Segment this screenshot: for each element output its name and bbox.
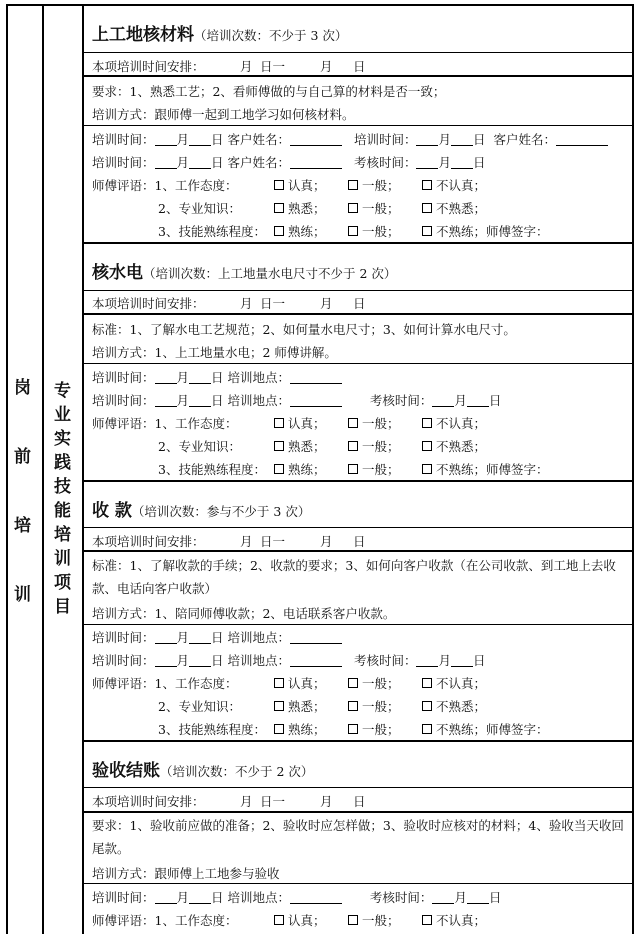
checkbox[interactable] [274,226,284,236]
checkbox[interactable] [348,180,358,190]
checkbox[interactable] [348,226,358,236]
method-text: 培训方式：1、上工地量水电；2 师傅讲解。 [92,345,337,360]
checkbox[interactable] [422,226,432,236]
record-row: 培训时间： 月 日 培训地点： [92,368,342,386]
checkbox[interactable] [422,418,432,428]
schedule-row: 本项培训时间安排： 月 日一 月 日 [92,794,366,809]
checkbox[interactable] [274,441,284,451]
checkbox[interactable] [274,203,284,213]
checkbox[interactable] [422,441,432,451]
checkbox[interactable] [422,180,432,190]
section-title: 上工地核材料（培训次数：不少于 3 次） [92,25,348,45]
category-label: 岗 前 培 训 [14,378,31,605]
category-column [6,4,44,934]
checkbox[interactable] [274,464,284,474]
checkbox[interactable] [348,678,358,688]
section-title: 收 款（培训次数：参与不少于 3 次） [92,501,311,521]
eval-row: 师傅评语：1、工作态度： 认真； 一般； 不认真； [92,178,487,193]
section-title: 验收结账（培训次数：不少于 2 次） [92,761,314,781]
eval-row: 师傅评语：1、工作态度： 认真； 一般； 不认真； [92,416,487,431]
checkbox[interactable] [348,464,358,474]
requirement-text: 标准：1、了解收款的手续；2、收款的要求；3、如何向客户收款（在公司收款、到工地上去收款、电话向客户收款） [92,558,616,596]
checkbox[interactable] [274,418,284,428]
requirement-text: 要求：1、验收前应做的准备；2、验收时应怎样做；3、验收时应核对的材料；4、验收当天收回尾款。 [92,818,624,856]
checkbox[interactable] [348,915,358,925]
checkbox[interactable] [274,678,284,688]
checkbox[interactable] [348,203,358,213]
record-row: 培训时间： 月 日 培训地点： 考核时间： 月 日 [92,890,502,905]
checkbox[interactable] [422,915,432,925]
eval-row: 师傅评语：1、工作态度： 认真； 一般； 不认真； [92,676,487,691]
checkbox[interactable] [348,441,358,451]
subcategory-column [44,4,84,934]
checkbox[interactable] [274,724,284,734]
checkbox[interactable] [274,701,284,711]
checkbox[interactable] [274,180,284,190]
schedule-row: 本项培训时间安排： 月 日一 月 日 [92,59,366,74]
record-row: 培训时间： 月 日 客户姓名： 考核时间： 月 日 [92,155,486,170]
checkbox[interactable] [348,418,358,428]
eval-row: 师傅评语：1、工作态度： 认真； 一般； 不认真； [92,913,487,928]
checkbox[interactable] [348,724,358,734]
method-text: 培训方式：跟师傅一起到工地学习如何核材料。 [92,107,355,122]
method-text: 培训方式：跟师傅上工地参与验收 [92,866,280,881]
checkbox[interactable] [422,464,432,474]
method-text: 培训方式：1、陪同师傅收款；2、电话联系客户收款。 [92,606,396,621]
checkbox[interactable] [274,915,284,925]
requirement-text: 要求：1、熟悉工艺；2、看师傅做的与自己算的材料是否一致； [92,84,446,99]
record-row: 培训时间： 月 日 培训地点： 考核时间： 月 日 [92,393,502,408]
checkbox[interactable] [422,724,432,734]
checkbox[interactable] [422,701,432,711]
record-row: 培训时间： 月 日 培训地点： 考核时间： 月 日 [92,653,486,668]
record-row: 培训时间： 月 日 培训地点： [92,628,342,646]
schedule-row: 本项培训时间安排： 月 日一 月 日 [92,534,366,549]
checkbox[interactable] [422,678,432,688]
schedule-row: 本项培训时间安排： 月 日一 月 日 [92,296,366,311]
subcategory-label: 专 业 实 践 技 能 培 训 项 目 [54,381,71,617]
requirement-text: 标准：1、了解水电工艺规范；2、如何量水电尺寸；3、如何计算水电尺寸。 [92,322,516,337]
record-row: 培训时间： 月 日 客户姓名： 培训时间： 月 日 客户姓名： [92,130,608,148]
checkbox[interactable] [348,701,358,711]
checkbox[interactable] [422,203,432,213]
section-title: 核水电（培训次数：上工地量水电尺寸不少于 2 次） [92,263,397,283]
